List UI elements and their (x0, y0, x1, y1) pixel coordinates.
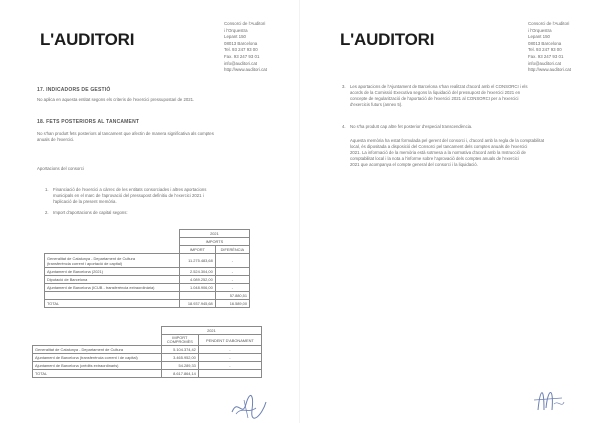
item-3-number: 3. (342, 84, 346, 89)
column-header: IMPORT (172, 334, 188, 340)
row-label: Ajuntament de Barcelona (transferència corrent i de capital) (33, 354, 162, 362)
row-value: - (215, 284, 249, 292)
address-block (528, 21, 571, 74)
table-row (45, 292, 250, 300)
item-3-line: concepte de regularització de l'aportació de l'exercici 2021 al CONSORCI per a l'exercici (350, 96, 519, 101)
total-label: TOTAL (33, 370, 162, 378)
section-18-heading: 18. FETS POSTERIORS AL TANCAMENT (37, 119, 140, 125)
total-value: 16.589,00 (215, 300, 249, 308)
row-value: - (198, 362, 261, 370)
table-row (33, 354, 262, 362)
signature-scribble (228, 392, 270, 420)
row-value: - (215, 276, 249, 284)
row-label: Generalitat de Catalunya - Departament de Cultura (47, 255, 136, 261)
sub-heading: Aportacions del consorci (37, 166, 84, 171)
table-row (33, 362, 262, 370)
row-value: - (215, 268, 249, 276)
row-value: 54.289,33 (161, 362, 198, 370)
column-header: PENDENT D'ABONAMENT (198, 335, 261, 346)
column-header: IMPORT (179, 246, 215, 254)
section-17-heading: 17. INDICADORS DE GESTIÓ (37, 87, 111, 93)
item-3-line: d'exercicis futurs (annex 5). (350, 102, 403, 107)
row-label: Generalitat de Catalunya - Departament de Cultura (33, 346, 162, 354)
closing-line: local, és dipositada a disposició del Consorci pel tancament dels comptes anuals de l'exercici (350, 144, 528, 149)
table-group: IMPORTS (179, 238, 249, 246)
total-value: 8.617.864,14 (161, 370, 198, 378)
column-header: DIFERÈNCIA (215, 246, 249, 254)
address-line: i l'Orquestra (528, 27, 552, 33)
address-line: http://www.auditori.cat (528, 67, 571, 73)
section-17-text: No aplica en aquesta entitat segons els criteris de l'exercici pressupostari de 2021. (37, 97, 195, 102)
row-label: Ajuntament de Barcelona (2021) (45, 268, 180, 276)
address-line: Consorci de l'Auditori (224, 21, 266, 26)
row-value: 4.089.252,00 (179, 276, 215, 284)
row-value: - (198, 354, 261, 362)
row-value: 5.104.374,42 (161, 346, 198, 354)
address-line: Tel. 93 247 93 00 (528, 47, 562, 53)
address-line: Lepant 150 (528, 34, 550, 40)
address-line: Consorci de l'Auditori (528, 21, 570, 26)
closing-line: Aquesta memòria ha estat formulada pel gerent del consorci i, d'acord amb la regla de la comptabilitat (350, 138, 545, 143)
aportacions-table (44, 229, 250, 308)
item-1-line: municipals en el marc de l'aprovació del pressupost definitiu de l'exercici 2021 i (53, 193, 204, 198)
row-value: 11.275.483,68 (179, 254, 215, 268)
compromisos-table (32, 326, 262, 378)
table-row (45, 268, 250, 276)
total-value: 18.937.945,68 (179, 300, 215, 308)
section-18-intro-line: anuals de l'exercici. (37, 137, 75, 142)
table-year: 2021 (161, 327, 261, 335)
row-value: 3.465.952,00 (161, 354, 198, 362)
item-1-line: l'aplicació de la present memòria. (53, 199, 117, 204)
right-page (300, 0, 600, 423)
auditori-logo: L'AUDITORI (340, 30, 435, 49)
table-total-row (45, 300, 250, 308)
item-3-line: Les aportacions de l'Ajuntament de Barcelona s'han realitzat d'acord amb el CONSORCI i els (350, 84, 528, 89)
row-value: 57.880,51 (215, 292, 249, 300)
table-total-row (33, 370, 262, 378)
item-2-text: Import d'aportacions de capital segons: (53, 210, 128, 215)
row-label: Ajuntament de Barcelona (ICUB - transferència extraordinària) (45, 284, 180, 292)
address-line: 08013 Barcelona (528, 40, 562, 46)
column-header: COMPROMÈS (166, 339, 193, 344)
table-row (33, 346, 262, 354)
table-row (45, 276, 250, 284)
row-value: 2.524.304,00 (179, 268, 215, 276)
auditori-logo: L'AUDITORI (40, 30, 135, 49)
row-value: - (215, 254, 249, 268)
total-label: TOTAL (45, 300, 180, 308)
item-1-line: Financiació de l'exercici a càrrec de les entitats consorciades i altres aportacions (53, 187, 207, 192)
address-line: info@auditori.cat (528, 60, 562, 66)
item-4-number: 4. (342, 124, 346, 129)
closing-line: 2021. La informació de la memòria està sotmesa a la normativa d'acord amb la Instrucció de (350, 150, 526, 155)
item-4-text: No s'ha produït cap altre fet posterior d'especial transcendència. (350, 124, 473, 129)
row-value: 1.048.906,00 (179, 284, 215, 292)
signature-scribble (532, 380, 566, 416)
row-value: - (198, 346, 261, 354)
item-1-number: 1. (45, 187, 49, 192)
item-3-line: acords de la Comissió Executiva segons la liquidació del pressupost de l'exercici 2021 en (350, 90, 521, 95)
closing-line: 2021 que acompanya el compte general del consorci i la liquidació. (350, 162, 478, 167)
address-line: 08013 Barcelona (224, 40, 258, 46)
address-line: http://www.auditori.cat (224, 67, 267, 73)
section-18-intro-line: No s'han produït fets posteriors al tancament que afectin de manera significativa als comptes (37, 131, 214, 136)
row-label: Diputació de Barcelona (45, 276, 180, 284)
table-year: 2021 (179, 230, 249, 238)
address-line: Fax. 93 247 93 01 (224, 53, 260, 59)
closing-line: comptabilitat local i la nota a l'informe sobre l'aprovació dels comptes anuals de l'exercici (350, 156, 519, 161)
address-block (224, 21, 267, 74)
address-line: info@auditori.cat (224, 60, 258, 66)
address-line: i l'Orquestra (224, 27, 248, 33)
row-label: Ajuntament de Barcelona (crèdits extraordinaris) (33, 362, 162, 370)
table-row (45, 284, 250, 292)
row-label: (transferència corrent i aportació de capital) (47, 260, 123, 266)
address-line: Lepant 150 (224, 34, 246, 40)
address-line: Fax. 93 247 93 01 (528, 53, 564, 59)
table-row (45, 254, 250, 268)
item-2-number: 2. (45, 210, 49, 215)
address-line: Tel. 93 247 93 00 (224, 47, 258, 53)
